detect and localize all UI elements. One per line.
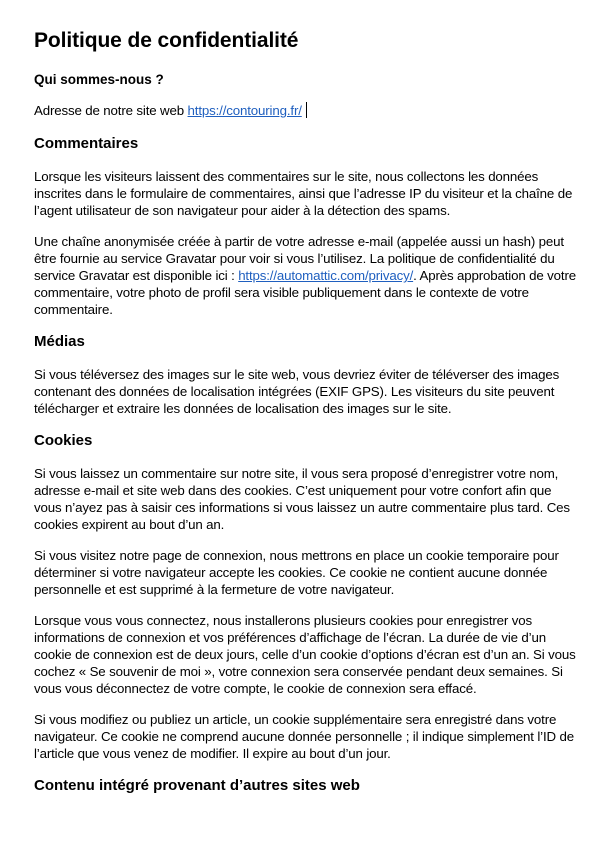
embedded-content-heading: Contenu intégré provenant d’autres sites web: [34, 777, 360, 794]
cookies-paragraph-3: Lorsque vous vous connectez, nous installerons plusieurs cookies pour enregistrer vos informations de connexion et vos préférences d’affichage de l’écran. La durée de vie d’un cookie de connexion est de deux jours, celle d’un cookie d’options d’écran est d’un an. Si vous cochez « Se souvenir de moi », votre connexion sera conservée pendant deux semaines. Si vous vous déconnectez de votre compte, le cookie de connexion sera effacé.: [34, 613, 576, 696]
comments-p2-text-before: Une chaîne anonymisée créée à partir de votre adresse e-mail (appelée aussi un hash) peut être fournie au service Gravatar pour voir si vous l’utilisez. La politique de confidentialité du service Gravatar est disponible ici :: [34, 234, 564, 283]
site-address-paragraph: [34, 102, 576, 119]
cookies-paragraph-1: Si vous laissez un commentaire sur notre site, il vous sera proposé d’enregistrer votre nom, adresse e-mail et site web dans des cookies. C’est uniquement pour votre confort afin que vous n’ayez pas à saisir ces informations si vous laissez un autre commentaire plus tard. Ces cookies expirent au bout d’un an.: [34, 466, 570, 532]
cookies-paragraph-4: Si vous modifiez ou publiez un article, un cookie supplémentaire sera enregistré dans votre navigateur. Ce cookie ne comprend aucune donnée personnelle ; il indique simplement l’ID de l’article que vous venez de modifier. Il expire au bout d’un jour.: [34, 712, 574, 761]
gravatar-privacy-link[interactable]: https://automattic.com/privacy/: [238, 268, 414, 283]
comments-p2-text-after: . Après approbation de votre commentaire, votre photo de profil sera visible publiquement dans le contexte de votre commentaire.: [34, 268, 576, 317]
cookies-paragraph-2: Si vous visitez notre page de connexion, nous mettrons en place un cookie temporaire pour déterminer si votre navigateur accepte les cookies. Ce cookie ne contient aucune donnée personnelle et est supprimé à la fermeture de votre navigateur.: [34, 548, 559, 597]
page-title: Politique de confidentialité: [34, 29, 299, 52]
who-are-we-heading: Qui sommes-nous ?: [34, 72, 164, 87]
site-address-link[interactable]: https://contouring.fr/: [187, 103, 302, 118]
media-heading: Médias: [34, 333, 85, 350]
text-cursor: [306, 102, 307, 118]
comments-paragraph-1: Lorsque les visiteurs laissent des commentaires sur le site, nous collectons les données inscrites dans le formulaire de commentaires, ainsi que l’adresse IP du visiteur et la chaîne de l’agent utilisateur de son navigateur pour aider à la détection des spams.: [34, 169, 573, 218]
comments-paragraph-2: [34, 233, 576, 318]
cookies-heading: Cookies: [34, 432, 93, 449]
comments-heading: Commentaires: [34, 135, 139, 152]
site-address-label: Adresse de notre site web: [34, 103, 188, 118]
media-paragraph-1: Si vous téléversez des images sur le site web, vous devriez éviter de téléverser des images contenant des données de localisation intégrées (EXIF GPS). Les visiteurs du site peuvent télécharger et extraire les données de localisation des images sur le site.: [34, 367, 560, 416]
